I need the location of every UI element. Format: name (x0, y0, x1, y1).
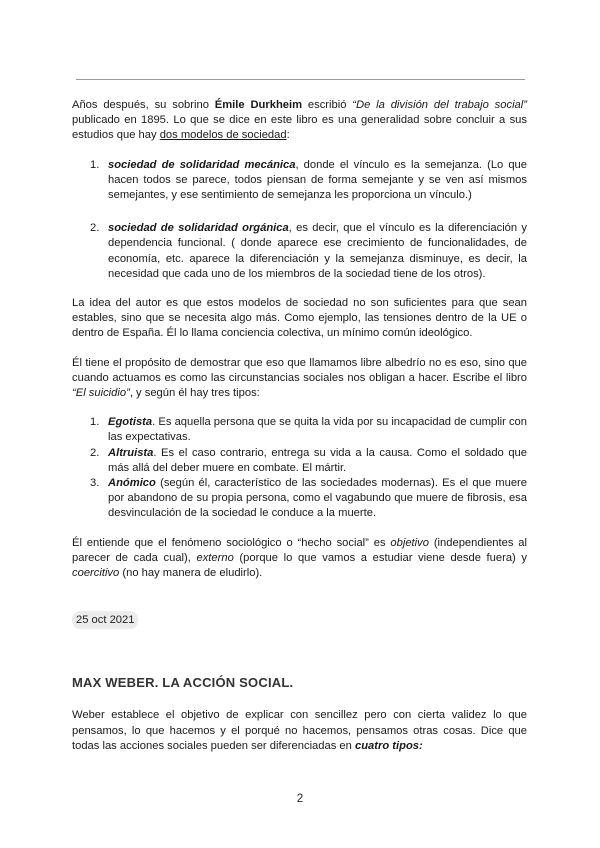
list-item (72, 446, 527, 476)
list-item (72, 415, 527, 445)
suicide-types-list (72, 415, 527, 521)
list-item (72, 158, 527, 204)
fact-text: (independientes al parecer de cada cual), (72, 536, 527, 564)
social-fact-paragraph (72, 536, 527, 582)
fact-text: (no hay manera de eludirlo). (119, 567, 263, 580)
page-number: 2 (296, 793, 304, 805)
intro-text: Años después, su sobrino (72, 99, 215, 111)
list-number: 1. (90, 416, 100, 429)
list-number: 2. (90, 222, 100, 235)
type-text: . Es aquella persona que se quita la vida por su incapacidad de cumplir con las expectativas. (108, 416, 527, 444)
intro-text: : (286, 129, 290, 142)
book-title: “De la división del trabajo social” (352, 99, 527, 111)
purpose-text: , y según él hay tres tipos: (129, 387, 260, 400)
list-number: 3. (90, 477, 100, 490)
list-item (72, 476, 527, 522)
list-number: 2. (90, 446, 100, 459)
type-term: Altruista (108, 446, 154, 459)
author-name: Émile Durkheim (214, 99, 303, 111)
purpose-text: Él tiene el propósito de demostrar que eso que llamamos libre albedrío no es eso, sino que cuando actuamos es como las circunstancias sociales nos obligan a hacer. Escribe el libro (72, 356, 527, 384)
weber-text: Weber establece el objetivo de explicar con sencillez pero con cierta validez lo que pensamos, lo que hacemos y el porqué no hacemos, pensamos otras cosas. Dice que todas las acciones sociales pueden ser diferenciadas en (72, 709, 527, 752)
intro-paragraph (72, 98, 527, 144)
weber-paragraph (72, 708, 527, 754)
section-heading: MAX WEBER. LA ACCIÓN SOCIAL. (72, 675, 294, 691)
fact-text: Él entiende que el fenómeno sociológico o “hecho social” es (72, 536, 391, 549)
idea-paragraph: La idea del autor es que estos modelos de sociedad no son suficientes para que sean estables, sino que se necesita algo más. Como ejemplo, las tensiones dentro de la UE o dentro de España. Él lo llama conciencia colectiva, un mínimo común ideológico. (72, 297, 527, 340)
model-text: , es decir, que el vínculo es la diferenciación y dependencia funcional. ( donde aparece ese crecimiento de funcionalidades, de economía, etc. aparece la diferenciación y la semejanza disminuye, es decir, la necesidad que cada uno de los miembros de la sociedad tiene de los otros). (108, 222, 528, 280)
model-term: sociedad de solidaridad orgánica (108, 222, 289, 235)
model-text: , donde el vínculo es la semejanza. (Lo que hacen todos se parece, todos piensan de forma semejante y se ven así mismos semejantes, y ese sentimiento de semejanza les proporciona un vínculo.) (108, 158, 528, 202)
book-title: “El suicidio” (72, 387, 130, 400)
underlined-phrase: dos modelos de sociedad (159, 129, 287, 142)
type-text: . Es el caso contrario, entrega su vida a la causa. Como el soldado que más allá del deber muere en combate. El mártir. (108, 446, 527, 474)
list-number: 1. (90, 158, 100, 171)
fact-text: (porque lo que vamos a estudiar viene desde fuera) y (233, 551, 527, 564)
intro-text: publicado en 1895. Lo que se dice en este libro es una generalidad sobre concluir a sus estudios que hay (72, 114, 527, 142)
type-text: (según él, característico de las sociedades modernas). Es el que muere por abandono de su propia persona, como el vagabundo que muere de fibrosis, esa desvinculación de la sociedad le conduce a la muerte. (108, 477, 527, 520)
type-term: Anómico (108, 477, 156, 490)
type-term: Egotista (108, 416, 153, 429)
intro-text: escribió (302, 99, 353, 111)
weber-emphasis: cuatro tipos: (354, 739, 423, 752)
date-chip[interactable]: 25 oct 2021 (72, 611, 138, 629)
fact-term: externo (196, 551, 234, 564)
page-content (72, 98, 527, 754)
fact-term: coercitivo (72, 567, 120, 580)
list-item (72, 221, 527, 282)
top-divider (76, 79, 525, 80)
purpose-paragraph (72, 356, 527, 402)
fact-term: objetivo (390, 536, 429, 549)
society-models-list (72, 158, 527, 282)
model-term: sociedad de solidaridad mecánica (108, 158, 296, 171)
